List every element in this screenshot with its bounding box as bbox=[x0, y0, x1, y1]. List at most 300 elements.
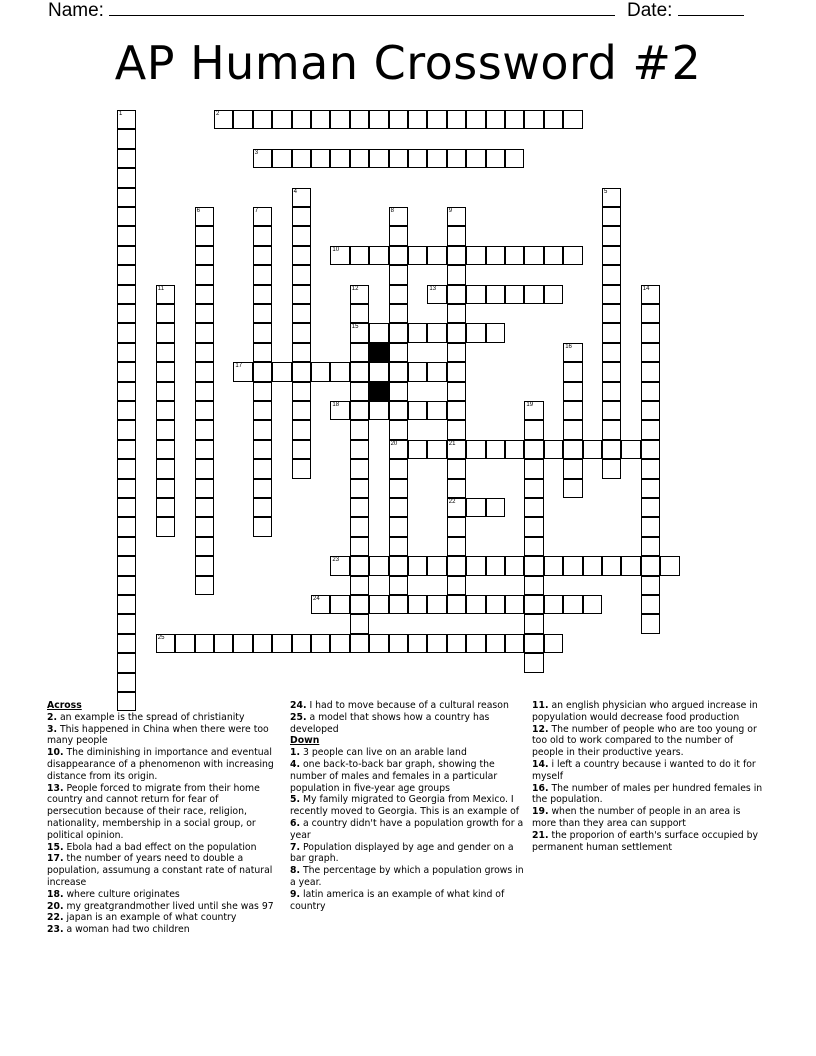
grid-cell[interactable] bbox=[389, 382, 408, 401]
grid-cell[interactable] bbox=[330, 149, 349, 168]
grid-cell[interactable] bbox=[505, 149, 524, 168]
grid-cell[interactable] bbox=[350, 459, 369, 478]
grid-cell[interactable] bbox=[195, 537, 214, 556]
grid-cell[interactable] bbox=[117, 110, 136, 129]
grid-cell[interactable] bbox=[253, 265, 272, 284]
grid-cell[interactable] bbox=[253, 420, 272, 439]
grid-cell[interactable] bbox=[330, 246, 349, 265]
grid-cell[interactable] bbox=[466, 440, 485, 459]
grid-cell[interactable] bbox=[427, 149, 446, 168]
grid-cell[interactable] bbox=[117, 265, 136, 284]
grid-cell[interactable] bbox=[447, 323, 466, 342]
grid-cell[interactable] bbox=[641, 323, 660, 342]
grid-cell[interactable] bbox=[330, 634, 349, 653]
grid-cell[interactable] bbox=[602, 304, 621, 323]
grid-cell[interactable] bbox=[563, 362, 582, 381]
grid-cell[interactable] bbox=[350, 285, 369, 304]
grid-cell[interactable] bbox=[117, 285, 136, 304]
grid-cell[interactable] bbox=[369, 110, 388, 129]
grid-cell[interactable] bbox=[389, 285, 408, 304]
grid-cell[interactable] bbox=[389, 207, 408, 226]
grid-cell[interactable] bbox=[369, 595, 388, 614]
grid-cell[interactable] bbox=[660, 556, 679, 575]
grid-cell[interactable] bbox=[195, 226, 214, 245]
grid-cell[interactable] bbox=[505, 285, 524, 304]
grid-cell[interactable] bbox=[602, 440, 621, 459]
grid-cell[interactable] bbox=[427, 323, 446, 342]
grid-cell[interactable] bbox=[641, 440, 660, 459]
grid-cell[interactable] bbox=[389, 517, 408, 536]
grid-cell[interactable] bbox=[350, 110, 369, 129]
grid-cell[interactable] bbox=[156, 343, 175, 362]
grid-cell[interactable] bbox=[292, 323, 311, 342]
grid-cell[interactable] bbox=[253, 304, 272, 323]
grid-cell[interactable] bbox=[524, 595, 543, 614]
grid-cell[interactable] bbox=[505, 110, 524, 129]
grid-cell[interactable] bbox=[350, 149, 369, 168]
grid-cell[interactable] bbox=[389, 226, 408, 245]
grid-cell[interactable] bbox=[156, 459, 175, 478]
grid-cell[interactable] bbox=[195, 420, 214, 439]
grid-cell[interactable] bbox=[524, 110, 543, 129]
grid-cell[interactable] bbox=[466, 246, 485, 265]
grid-cell[interactable] bbox=[330, 362, 349, 381]
grid-cell[interactable] bbox=[272, 634, 291, 653]
grid-cell[interactable] bbox=[602, 246, 621, 265]
grid-cell[interactable] bbox=[524, 556, 543, 575]
grid-cell[interactable] bbox=[505, 246, 524, 265]
grid-cell[interactable] bbox=[524, 420, 543, 439]
grid-cell[interactable] bbox=[350, 634, 369, 653]
date-field[interactable] bbox=[627, 0, 744, 22]
grid-cell[interactable] bbox=[117, 401, 136, 420]
grid-cell[interactable] bbox=[253, 517, 272, 536]
grid-cell[interactable] bbox=[563, 401, 582, 420]
grid-cell[interactable] bbox=[389, 537, 408, 556]
grid-cell[interactable] bbox=[311, 634, 330, 653]
grid-cell[interactable] bbox=[292, 285, 311, 304]
grid-cell[interactable] bbox=[641, 498, 660, 517]
grid-cell[interactable] bbox=[195, 556, 214, 575]
grid-cell[interactable] bbox=[524, 517, 543, 536]
grid-cell[interactable] bbox=[292, 110, 311, 129]
grid-cell[interactable] bbox=[350, 498, 369, 517]
grid-cell[interactable] bbox=[602, 459, 621, 478]
grid-cell[interactable] bbox=[602, 207, 621, 226]
grid-cell[interactable] bbox=[563, 110, 582, 129]
grid-cell[interactable] bbox=[253, 323, 272, 342]
grid-cell[interactable] bbox=[583, 556, 602, 575]
grid-cell[interactable] bbox=[408, 595, 427, 614]
grid-cell[interactable] bbox=[505, 440, 524, 459]
grid-cell[interactable] bbox=[253, 246, 272, 265]
grid-cell[interactable] bbox=[292, 207, 311, 226]
name-line[interactable] bbox=[109, 1, 615, 16]
grid-cell[interactable] bbox=[117, 595, 136, 614]
grid-cell[interactable] bbox=[389, 362, 408, 381]
grid-cell[interactable] bbox=[117, 576, 136, 595]
grid-cell[interactable] bbox=[233, 634, 252, 653]
grid-cell[interactable] bbox=[195, 459, 214, 478]
grid-cell[interactable] bbox=[389, 595, 408, 614]
grid-cell[interactable] bbox=[117, 498, 136, 517]
grid-cell[interactable] bbox=[156, 323, 175, 342]
grid-cell[interactable] bbox=[408, 110, 427, 129]
grid-cell[interactable] bbox=[292, 343, 311, 362]
grid-cell[interactable] bbox=[602, 226, 621, 245]
grid-cell[interactable] bbox=[447, 304, 466, 323]
grid-cell[interactable] bbox=[389, 149, 408, 168]
grid-cell[interactable] bbox=[292, 440, 311, 459]
grid-cell[interactable] bbox=[253, 440, 272, 459]
grid-cell[interactable] bbox=[195, 343, 214, 362]
grid-cell[interactable] bbox=[233, 362, 252, 381]
grid-cell[interactable] bbox=[447, 207, 466, 226]
grid-cell[interactable] bbox=[389, 576, 408, 595]
grid-cell[interactable] bbox=[389, 459, 408, 478]
grid-cell[interactable] bbox=[214, 634, 233, 653]
grid-cell[interactable] bbox=[195, 265, 214, 284]
grid-cell[interactable] bbox=[117, 459, 136, 478]
grid-cell[interactable] bbox=[156, 362, 175, 381]
grid-cell[interactable] bbox=[117, 420, 136, 439]
grid-cell[interactable] bbox=[408, 246, 427, 265]
grid-cell[interactable] bbox=[544, 110, 563, 129]
grid-cell[interactable] bbox=[486, 634, 505, 653]
grid-cell[interactable] bbox=[544, 440, 563, 459]
grid-cell[interactable] bbox=[524, 285, 543, 304]
grid-cell[interactable] bbox=[195, 634, 214, 653]
grid-cell[interactable] bbox=[195, 576, 214, 595]
grid-cell[interactable] bbox=[350, 556, 369, 575]
grid-cell[interactable] bbox=[447, 149, 466, 168]
grid-cell[interactable] bbox=[447, 459, 466, 478]
grid-cell[interactable] bbox=[156, 634, 175, 653]
grid-cell[interactable] bbox=[563, 556, 582, 575]
grid-cell[interactable] bbox=[117, 614, 136, 633]
grid-cell[interactable] bbox=[214, 110, 233, 129]
grid-cell[interactable] bbox=[156, 498, 175, 517]
grid-cell[interactable] bbox=[602, 362, 621, 381]
grid-cell[interactable] bbox=[447, 498, 466, 517]
grid-cell[interactable] bbox=[427, 362, 446, 381]
grid-cell[interactable] bbox=[544, 556, 563, 575]
grid-cell[interactable] bbox=[466, 285, 485, 304]
grid-cell[interactable] bbox=[389, 246, 408, 265]
grid-cell[interactable] bbox=[524, 440, 543, 459]
grid-cell[interactable] bbox=[544, 285, 563, 304]
grid-cell[interactable] bbox=[447, 382, 466, 401]
grid-cell[interactable] bbox=[447, 265, 466, 284]
grid-cell[interactable] bbox=[389, 634, 408, 653]
name-field[interactable] bbox=[48, 0, 615, 22]
grid-cell[interactable] bbox=[641, 343, 660, 362]
grid-cell[interactable] bbox=[641, 576, 660, 595]
grid-cell[interactable] bbox=[621, 556, 640, 575]
grid-cell[interactable] bbox=[350, 420, 369, 439]
grid-cell[interactable] bbox=[117, 556, 136, 575]
grid-cell[interactable] bbox=[292, 304, 311, 323]
grid-cell[interactable] bbox=[330, 595, 349, 614]
grid-cell[interactable] bbox=[447, 420, 466, 439]
grid-cell[interactable] bbox=[427, 595, 446, 614]
grid-cell[interactable] bbox=[427, 246, 446, 265]
grid-cell[interactable] bbox=[389, 556, 408, 575]
grid-cell[interactable] bbox=[505, 556, 524, 575]
grid-cell[interactable] bbox=[427, 401, 446, 420]
grid-cell[interactable] bbox=[641, 382, 660, 401]
grid-cell[interactable] bbox=[486, 110, 505, 129]
grid-cell[interactable] bbox=[156, 517, 175, 536]
grid-cell[interactable] bbox=[350, 362, 369, 381]
grid-cell[interactable] bbox=[311, 595, 330, 614]
grid-cell[interactable] bbox=[195, 479, 214, 498]
grid-cell[interactable] bbox=[389, 343, 408, 362]
grid-cell[interactable] bbox=[524, 576, 543, 595]
grid-cell[interactable] bbox=[117, 149, 136, 168]
grid-cell[interactable] bbox=[641, 304, 660, 323]
grid-cell[interactable] bbox=[272, 362, 291, 381]
grid-cell[interactable] bbox=[330, 110, 349, 129]
grid-cell[interactable] bbox=[330, 401, 349, 420]
grid-cell[interactable] bbox=[524, 653, 543, 672]
grid-cell[interactable] bbox=[156, 479, 175, 498]
grid-cell[interactable] bbox=[389, 440, 408, 459]
grid-cell[interactable] bbox=[156, 304, 175, 323]
grid-cell[interactable] bbox=[195, 323, 214, 342]
grid-cell[interactable] bbox=[621, 440, 640, 459]
grid-cell[interactable] bbox=[408, 323, 427, 342]
grid-cell[interactable] bbox=[350, 479, 369, 498]
grid-cell[interactable] bbox=[447, 440, 466, 459]
grid-cell[interactable] bbox=[292, 246, 311, 265]
grid-cell[interactable] bbox=[350, 401, 369, 420]
grid-cell[interactable] bbox=[156, 382, 175, 401]
grid-cell[interactable] bbox=[253, 343, 272, 362]
grid-cell[interactable] bbox=[524, 401, 543, 420]
grid-cell[interactable] bbox=[369, 246, 388, 265]
grid-cell[interactable] bbox=[156, 401, 175, 420]
grid-cell[interactable] bbox=[369, 149, 388, 168]
grid-cell[interactable] bbox=[253, 207, 272, 226]
grid-cell[interactable] bbox=[505, 634, 524, 653]
grid-cell[interactable] bbox=[466, 556, 485, 575]
grid-cell[interactable] bbox=[389, 498, 408, 517]
grid-cell[interactable] bbox=[602, 188, 621, 207]
grid-cell[interactable] bbox=[641, 556, 660, 575]
grid-cell[interactable] bbox=[641, 537, 660, 556]
grid-cell[interactable] bbox=[466, 498, 485, 517]
grid-cell[interactable] bbox=[117, 304, 136, 323]
grid-cell[interactable] bbox=[602, 265, 621, 284]
grid-cell[interactable] bbox=[292, 188, 311, 207]
grid-cell[interactable] bbox=[447, 517, 466, 536]
grid-cell[interactable] bbox=[602, 285, 621, 304]
grid-cell[interactable] bbox=[117, 653, 136, 672]
grid-cell[interactable] bbox=[466, 323, 485, 342]
grid-cell[interactable] bbox=[292, 226, 311, 245]
date-line[interactable] bbox=[678, 1, 744, 16]
grid-cell[interactable] bbox=[292, 362, 311, 381]
grid-cell[interactable] bbox=[544, 595, 563, 614]
grid-cell[interactable] bbox=[233, 110, 252, 129]
grid-cell[interactable] bbox=[602, 343, 621, 362]
grid-cell[interactable] bbox=[641, 595, 660, 614]
grid-cell[interactable] bbox=[447, 595, 466, 614]
grid-cell[interactable] bbox=[563, 595, 582, 614]
grid-cell[interactable] bbox=[311, 149, 330, 168]
grid-cell[interactable] bbox=[175, 634, 194, 653]
grid-cell[interactable] bbox=[117, 246, 136, 265]
grid-cell[interactable] bbox=[486, 149, 505, 168]
grid-cell[interactable] bbox=[466, 634, 485, 653]
grid-cell[interactable] bbox=[447, 285, 466, 304]
grid-cell[interactable] bbox=[292, 382, 311, 401]
grid-cell[interactable] bbox=[427, 110, 446, 129]
grid-cell[interactable] bbox=[369, 362, 388, 381]
grid-cell[interactable] bbox=[524, 479, 543, 498]
grid-cell[interactable] bbox=[272, 149, 291, 168]
grid-cell[interactable] bbox=[292, 459, 311, 478]
grid-cell[interactable] bbox=[524, 634, 543, 653]
grid-cell[interactable] bbox=[524, 614, 543, 633]
grid-cell[interactable] bbox=[389, 479, 408, 498]
grid-cell[interactable] bbox=[486, 246, 505, 265]
grid-cell[interactable] bbox=[408, 149, 427, 168]
grid-cell[interactable] bbox=[583, 440, 602, 459]
grid-cell[interactable] bbox=[466, 149, 485, 168]
grid-cell[interactable] bbox=[253, 382, 272, 401]
grid-cell[interactable] bbox=[272, 110, 291, 129]
grid-cell[interactable] bbox=[117, 226, 136, 245]
grid-cell[interactable] bbox=[389, 401, 408, 420]
grid-cell[interactable] bbox=[641, 401, 660, 420]
grid-cell[interactable] bbox=[563, 343, 582, 362]
grid-cell[interactable] bbox=[117, 440, 136, 459]
grid-cell[interactable] bbox=[292, 265, 311, 284]
grid-cell[interactable] bbox=[486, 595, 505, 614]
grid-cell[interactable] bbox=[350, 343, 369, 362]
grid-cell[interactable] bbox=[447, 401, 466, 420]
grid-cell[interactable] bbox=[369, 401, 388, 420]
grid-cell[interactable] bbox=[350, 382, 369, 401]
grid-cell[interactable] bbox=[117, 129, 136, 148]
grid-cell[interactable] bbox=[563, 382, 582, 401]
grid-cell[interactable] bbox=[195, 517, 214, 536]
grid-cell[interactable] bbox=[389, 420, 408, 439]
grid-cell[interactable] bbox=[117, 479, 136, 498]
grid-cell[interactable] bbox=[641, 362, 660, 381]
grid-cell[interactable] bbox=[389, 304, 408, 323]
grid-cell[interactable] bbox=[389, 323, 408, 342]
grid-cell[interactable] bbox=[641, 479, 660, 498]
grid-cell[interactable] bbox=[311, 362, 330, 381]
grid-cell[interactable] bbox=[253, 459, 272, 478]
grid-cell[interactable] bbox=[195, 207, 214, 226]
grid-cell[interactable] bbox=[253, 285, 272, 304]
grid-cell[interactable] bbox=[156, 285, 175, 304]
grid-cell[interactable] bbox=[253, 401, 272, 420]
grid-cell[interactable] bbox=[369, 323, 388, 342]
grid-cell[interactable] bbox=[602, 323, 621, 342]
grid-cell[interactable] bbox=[195, 440, 214, 459]
grid-cell[interactable] bbox=[195, 382, 214, 401]
grid-cell[interactable] bbox=[486, 440, 505, 459]
grid-cell[interactable] bbox=[447, 556, 466, 575]
grid-cell[interactable] bbox=[641, 285, 660, 304]
grid-cell[interactable] bbox=[350, 246, 369, 265]
grid-cell[interactable] bbox=[253, 226, 272, 245]
grid-cell[interactable] bbox=[505, 595, 524, 614]
grid-cell[interactable] bbox=[350, 614, 369, 633]
grid-cell[interactable] bbox=[195, 401, 214, 420]
grid-cell[interactable] bbox=[195, 498, 214, 517]
grid-cell[interactable] bbox=[408, 556, 427, 575]
grid-cell[interactable] bbox=[195, 285, 214, 304]
grid-cell[interactable] bbox=[117, 207, 136, 226]
grid-cell[interactable] bbox=[486, 323, 505, 342]
grid-cell[interactable] bbox=[292, 634, 311, 653]
grid-cell[interactable] bbox=[292, 401, 311, 420]
grid-cell[interactable] bbox=[292, 420, 311, 439]
grid-cell[interactable] bbox=[447, 537, 466, 556]
grid-cell[interactable] bbox=[389, 265, 408, 284]
grid-cell[interactable] bbox=[253, 479, 272, 498]
grid-cell[interactable] bbox=[447, 362, 466, 381]
grid-cell[interactable] bbox=[641, 614, 660, 633]
grid-cell[interactable] bbox=[350, 537, 369, 556]
grid-cell[interactable] bbox=[447, 343, 466, 362]
grid-cell[interactable] bbox=[524, 537, 543, 556]
grid-cell[interactable] bbox=[117, 673, 136, 692]
grid-cell[interactable] bbox=[408, 634, 427, 653]
grid-cell[interactable] bbox=[292, 149, 311, 168]
grid-cell[interactable] bbox=[117, 343, 136, 362]
grid-cell[interactable] bbox=[253, 149, 272, 168]
grid-cell[interactable] bbox=[602, 382, 621, 401]
grid-cell[interactable] bbox=[311, 110, 330, 129]
grid-cell[interactable] bbox=[524, 246, 543, 265]
grid-cell[interactable] bbox=[466, 110, 485, 129]
grid-cell[interactable] bbox=[369, 556, 388, 575]
grid-cell[interactable] bbox=[350, 595, 369, 614]
grid-cell[interactable] bbox=[466, 595, 485, 614]
grid-cell[interactable] bbox=[195, 362, 214, 381]
grid-cell[interactable] bbox=[602, 401, 621, 420]
grid-cell[interactable] bbox=[524, 459, 543, 478]
grid-cell[interactable] bbox=[408, 440, 427, 459]
grid-cell[interactable] bbox=[447, 246, 466, 265]
grid-cell[interactable] bbox=[486, 498, 505, 517]
grid-cell[interactable] bbox=[427, 556, 446, 575]
grid-cell[interactable] bbox=[156, 420, 175, 439]
grid-cell[interactable] bbox=[524, 498, 543, 517]
grid-cell[interactable] bbox=[544, 246, 563, 265]
grid-cell[interactable] bbox=[408, 362, 427, 381]
grid-cell[interactable] bbox=[117, 537, 136, 556]
grid-cell[interactable] bbox=[486, 556, 505, 575]
grid-cell[interactable] bbox=[117, 188, 136, 207]
grid-cell[interactable] bbox=[350, 576, 369, 595]
grid-cell[interactable] bbox=[602, 420, 621, 439]
grid-cell[interactable] bbox=[563, 440, 582, 459]
grid-cell[interactable] bbox=[117, 382, 136, 401]
grid-cell[interactable] bbox=[641, 459, 660, 478]
grid-cell[interactable] bbox=[253, 110, 272, 129]
grid-cell[interactable] bbox=[563, 420, 582, 439]
grid-cell[interactable] bbox=[447, 634, 466, 653]
grid-cell[interactable] bbox=[641, 420, 660, 439]
